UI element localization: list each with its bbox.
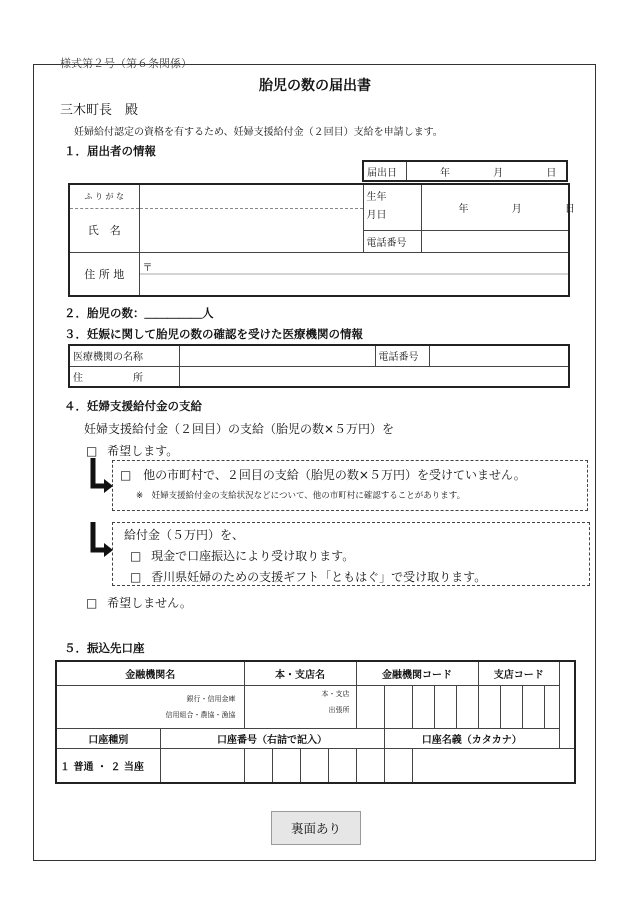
account-type-header: 口座種別 — [56, 728, 160, 748]
section4-heading: ４．妊婦支援給付金の支給 — [64, 399, 202, 413]
confirm-note: ※ 妊婦支援給付金の支給状況などについて、他の市町村に確認することがあります。 — [136, 491, 466, 501]
furigana-input[interactable] — [139, 184, 363, 208]
account-holder-input[interactable] — [412, 748, 575, 783]
bank-name-input[interactable] — [56, 685, 244, 728]
bank-types-2: 信用組合・農協・漁協 — [165, 710, 236, 719]
birth-label-1: 生年 — [366, 192, 387, 204]
checkbox-yes[interactable]: □ — [86, 444, 98, 458]
option-no[interactable] — [86, 594, 192, 611]
branch-header: 本・支店名 — [244, 661, 356, 685]
bank-code-digit[interactable] — [384, 685, 412, 728]
filing-date-field[interactable] — [407, 161, 568, 181]
month-unit: 月 — [493, 167, 504, 179]
furigana-label: ふ り が な — [69, 184, 139, 208]
fetus-count-blank[interactable]: ＿＿＿＿＿ — [144, 306, 202, 320]
fetus-count-unit: 人 — [202, 306, 214, 320]
branch-types-2: 出張所 — [328, 705, 350, 714]
branch-code-digit[interactable] — [544, 685, 559, 728]
account-type-value[interactable]: １ 普通 ・ ２ 当座 — [56, 748, 160, 783]
bank-code-digit[interactable] — [412, 685, 434, 728]
pay-bank-option[interactable] — [130, 547, 354, 564]
filing-date-label: 届出日 — [363, 161, 407, 181]
phone-label: 電話番号 — [363, 230, 421, 252]
pay-gift-option[interactable] — [130, 568, 486, 585]
confirm-label: 他の市町村で、２回目の支給（胎児の数×５万円）を受けていません。 — [143, 468, 526, 482]
section2-label: ２．胎児の数： — [64, 306, 145, 320]
phone-input[interactable] — [421, 230, 569, 252]
option-no-label: 希望しません。 — [107, 596, 192, 610]
section4-lead: 妊婦支援給付金（２回目）の支給（胎児の数×５万円）を — [84, 422, 395, 436]
medical-institution-table — [68, 344, 570, 388]
bank-account-table — [55, 660, 576, 784]
page-title: 胎児の数の届出書 — [259, 78, 371, 94]
birth-date-field[interactable] — [421, 184, 575, 230]
branch-code-digit[interactable] — [478, 685, 500, 728]
birth-day-unit: 日 — [564, 203, 575, 215]
account-number-digit[interactable] — [244, 748, 272, 783]
birth-label-2: 月日 — [366, 210, 387, 222]
bank-code-digit[interactable] — [434, 685, 456, 728]
checkbox-pay-bank[interactable]: □ — [130, 549, 142, 563]
birth-month-unit: 月 — [511, 203, 522, 215]
checkbox-pay-gift[interactable]: □ — [130, 570, 142, 584]
bank-code-digit[interactable] — [356, 685, 384, 728]
name-input[interactable] — [139, 208, 363, 252]
pay-gift-label: 香川県妊婦のための支援ギフト「ともはぐ」で受け取ります。 — [151, 570, 487, 584]
account-number-digit[interactable] — [160, 748, 244, 783]
option-yes-label: 希望します。 — [107, 444, 179, 458]
confirm-option[interactable] — [120, 466, 526, 483]
branch-name-input[interactable] — [244, 685, 356, 728]
bank-types-1: 銀行・信用金庫 — [186, 694, 236, 703]
branch-code-header: 支店コード — [478, 661, 559, 685]
institution-address-label: 住 所 — [69, 366, 179, 387]
account-holder-header: 口座名義（カタカナ） — [384, 728, 560, 748]
address-input[interactable] — [139, 252, 569, 296]
institution-address-input[interactable] — [179, 366, 569, 387]
branch-code-digit[interactable] — [500, 685, 522, 728]
account-number-digit[interactable] — [384, 748, 412, 783]
name-label: 氏 名 — [69, 208, 139, 252]
bank-code-digit[interactable] — [456, 685, 478, 728]
day-unit: 日 — [546, 167, 557, 179]
institution-phone-input[interactable] — [429, 345, 569, 366]
account-number-digit[interactable] — [328, 748, 356, 783]
intro-text: 妊婦給付認定の資格を有するため、妊婦支援給付金（２回目）支給を申請します。 — [74, 127, 443, 138]
institution-label: 医療機関の名称 — [69, 345, 179, 366]
section2-heading — [64, 305, 214, 321]
addressee: 三木町長 殿 — [60, 103, 139, 118]
payment-lead: 給付金（５万円）を、 — [124, 528, 245, 542]
back-side-button[interactable]: 裏面あり — [271, 811, 361, 845]
bank-name-header: 金融機関名 — [56, 661, 244, 685]
birth-label — [363, 184, 421, 230]
birth-year-unit: 年 — [458, 203, 469, 215]
section3-heading: ３．妊娠に関して胎児の数の確認を受けた医療機関の情報 — [64, 327, 363, 341]
checkbox-confirm[interactable]: □ — [120, 468, 132, 482]
form-number: 様式第２号（第６条関係） — [60, 57, 192, 70]
branch-code-digit[interactable] — [522, 685, 544, 728]
institution-phone-label: 電話番号 — [375, 345, 429, 366]
address-label: 住 所 地 — [69, 252, 139, 296]
branch-types-1: 本・支店 — [321, 689, 350, 698]
applicant-table — [68, 183, 575, 297]
filing-date-table — [362, 160, 568, 182]
account-number-digit[interactable] — [300, 748, 328, 783]
postal-mark: 〒 — [142, 262, 153, 274]
pay-bank-label: 現金で口座振込により受け取ります。 — [151, 549, 355, 563]
bank-code-header: 金融機関コード — [356, 661, 478, 685]
year-unit: 年 — [440, 167, 450, 179]
checkbox-no[interactable]: □ — [86, 596, 98, 610]
section5-heading: ５．振込先口座 — [64, 641, 145, 655]
account-number-digit[interactable] — [356, 748, 384, 783]
section1-heading: １．届出者の情報 — [64, 144, 156, 158]
account-number-digit[interactable] — [272, 748, 300, 783]
institution-input[interactable] — [179, 345, 375, 366]
account-number-header: 口座番号（右詰で記入） — [160, 728, 384, 748]
